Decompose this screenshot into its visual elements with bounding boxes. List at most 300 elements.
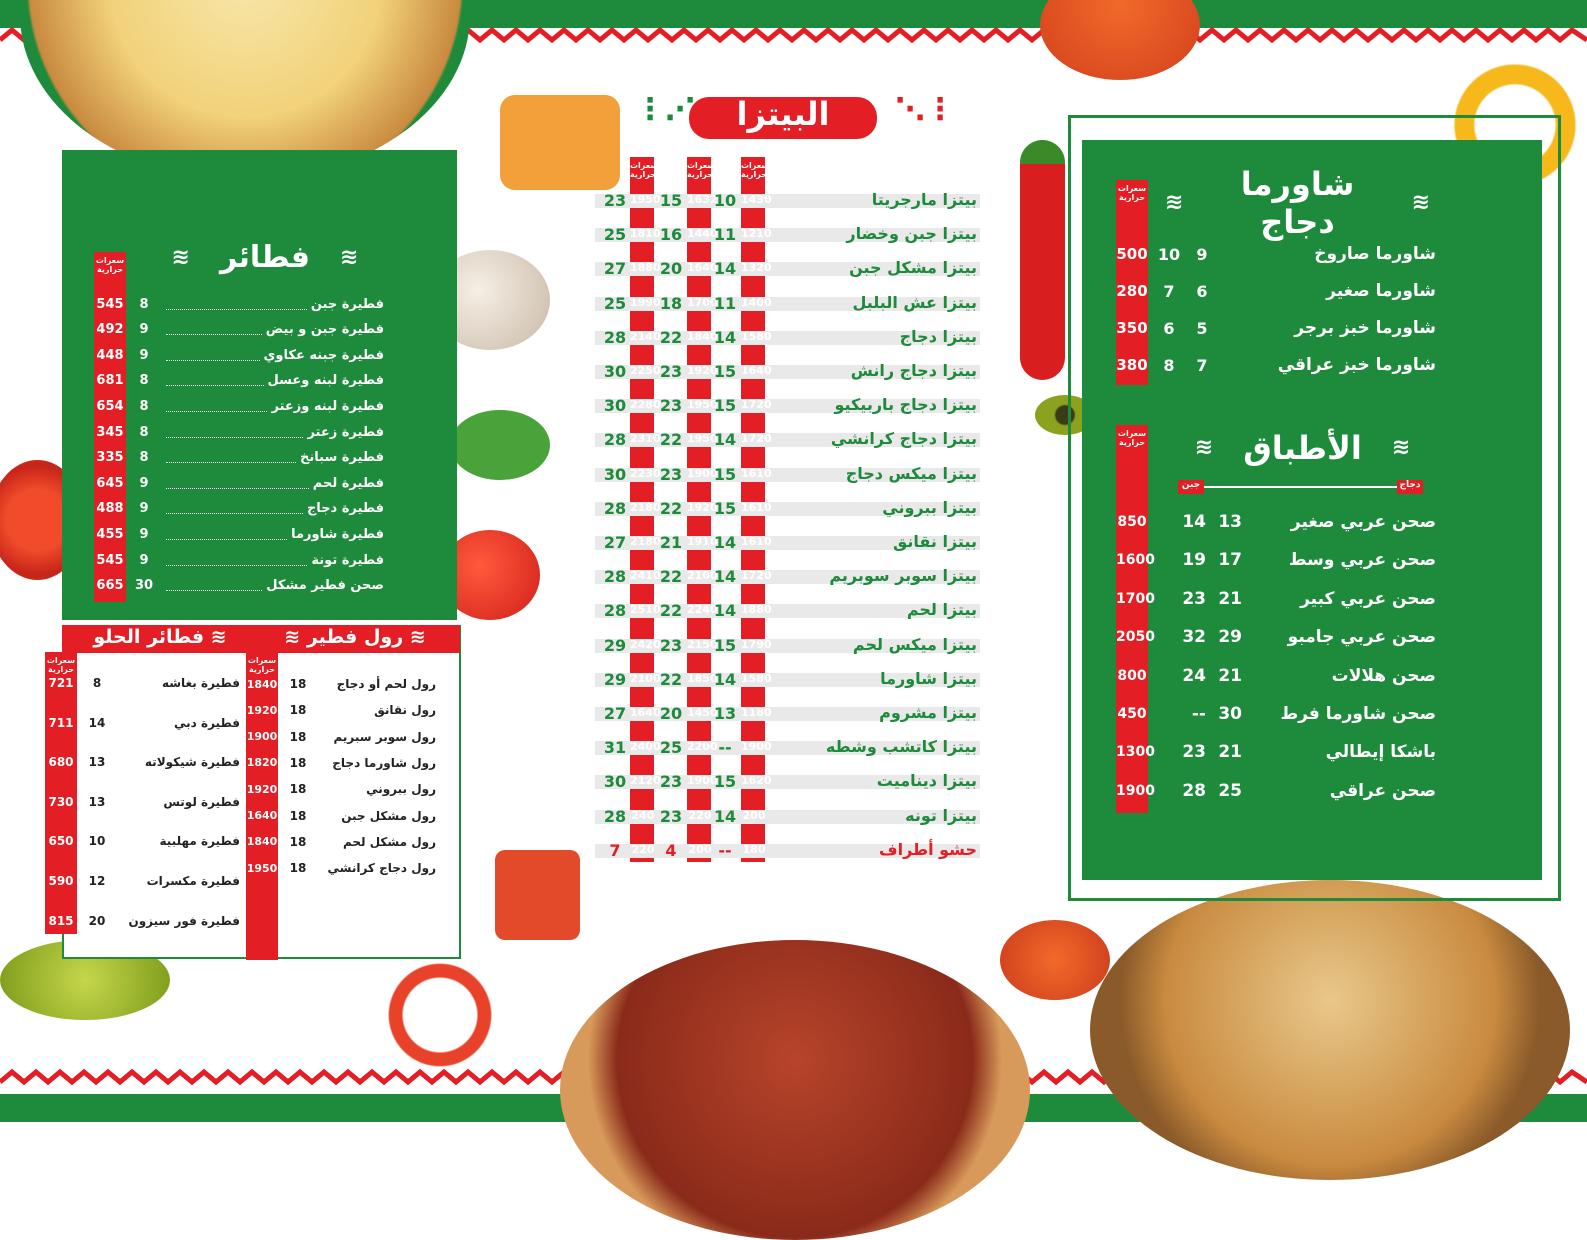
fatayer-dots [166,350,260,361]
fatayer-price: 8 [139,296,149,312]
sweet-row [45,868,240,894]
pizza-small-calorie: 1720 [741,432,772,446]
pizza-medium-price: 23 [659,362,683,381]
shawarma-name: شاورما صغير [1326,281,1436,301]
pizza-large-price: 28 [603,806,627,826]
shawarma-price-2: 8 [1163,355,1175,375]
tomato-wedge-bottom-image [1000,920,1110,1000]
roll-calorie-header: سعرات حرارية [247,656,277,674]
fatayer-calorie: 455 [96,526,124,542]
pizza-name: بيتزا عش البلبل [852,292,977,312]
roll-row [246,857,436,879]
pizza-medium-calorie: 1850 [687,671,718,685]
sweet-calorie: 680 [48,755,74,770]
pizza-name: بيتزا دجاج باربيكيو [834,395,977,415]
shawarma-name: شاورما صاروخ [1314,244,1436,264]
pizza-row [595,224,985,250]
pizza-medium-calorie: 1632 [687,193,718,206]
fatayer-title-text: فطائر [219,239,311,275]
pizza-medium-calorie: 1700 [687,295,718,309]
pizza-large-calorie: 2230 [630,466,661,480]
sweet-name: فطيرة مهلبية [159,834,240,849]
pizza-large-calorie: 2400 [630,740,661,754]
pizza-large-calorie: 1880 [630,261,661,275]
fatayer-calorie: 654 [96,398,124,414]
pizza-title-deco-left: ⋮⋰ [635,92,695,127]
pizza-small-calorie: 1880 [741,603,772,617]
plates-col-chicken-label: دجاج [1397,480,1423,494]
fatayer-row [94,447,384,469]
roll-calorie: 1950 [246,861,278,875]
sweet-row [45,789,240,815]
pizza-medium-calorie: 1900 [687,466,718,480]
sweet-row [45,908,240,934]
pizza-medium-calorie: 1440 [687,227,718,241]
shawarma-row [1116,277,1436,305]
fatayer-price: 9 [139,322,149,338]
pizza-large-price: 28 [603,430,627,450]
pizza-large-calorie: 220 [631,842,655,856]
plates-cheese-price: 28 [1182,780,1206,801]
sweet-name: فطيرة مكسرات [146,874,240,888]
plates-row [1116,623,1436,651]
plates-row [1116,700,1436,728]
fatayer-row [94,319,384,341]
roll-row [246,673,436,695]
sweet-title-text: فطائر الحلو [93,626,205,648]
pizza-small-price: 15 [713,362,737,381]
fatayer-dots [166,503,303,514]
sweet-price: 10 [88,834,106,849]
plates-cheese-price: 32 [1182,627,1206,648]
pizza-row [595,806,985,832]
pizza-medium-price: 22 [659,430,683,450]
pizza-large-price: 25 [603,293,627,313]
pizza-name: بيتزا دجاج [899,326,977,346]
fatayer-price: 9 [139,475,149,491]
fatayer-calorie: 681 [96,373,124,389]
pizza-small-calorie: 1210 [741,227,772,241]
plates-name: باشكا إيطالي [1325,742,1436,763]
pizza-title-text: البيتزا [736,95,830,133]
pizza-large-price: 29 [603,635,627,655]
shawarma-calorie-header: سعرات حرارية [1117,184,1147,202]
pizza-name: بيتزا مشكل جبن [849,258,977,278]
pizza-medium-price: 4 [665,840,677,860]
pizza-medium-price: 22 [659,327,683,347]
fatayer-price: 8 [139,450,149,466]
pizza-small-price: 15 [713,396,737,416]
roll-name: رول دجاج كرانشي [327,861,436,876]
pizza-medium-calorie: 2150 [687,637,718,651]
fatayer-row [94,344,384,366]
roll-row [246,831,436,853]
plates-row [1116,777,1436,805]
pizza-large-price: 25 [603,225,627,245]
pizza-large-price: 28 [603,498,627,518]
pizza-row [595,600,985,626]
plates-calorie: 2050 [1116,629,1155,646]
pizza-name: بيتزا دجاج كرانشي [830,429,977,449]
shawarma-price-1: 9 [1196,244,1208,264]
roll-name: رول سوبر سبريم [333,729,436,744]
roll-calorie: 1840 [246,677,278,691]
plates-cheese-price: -- [1191,704,1206,724]
roll-calorie: 1840 [246,835,278,849]
sweet-row [45,828,240,854]
pizza-small-calorie: 1620 [741,774,772,788]
pizza-large-price: 30 [603,362,627,381]
shawarma-title [1165,164,1430,241]
sweet-price: 13 [88,755,106,770]
pizza-medium-price: 25 [659,738,683,758]
pizza-small-calorie: 1400 [741,295,772,309]
pizza-row [595,395,985,421]
shawarma-row [1116,314,1436,342]
plates-title-deco-right: ≋ [1391,435,1411,460]
pizza-row [595,532,985,558]
plates-cheese-price: 23 [1182,588,1206,609]
shawarma-title-deco-left: ≋ [1165,190,1184,215]
sweet-calorie: 650 [48,834,74,849]
pizza-row [595,635,985,661]
plates-calorie-header: سعرات حرارية [1117,429,1147,447]
sweet-calorie-header: سعرات حرارية [46,656,76,674]
pizza-medium-price: 22 [659,567,683,587]
fatayer-dots [166,324,262,335]
sweet-row [45,749,240,775]
fatayer-list [94,293,384,603]
pizza-large-calorie: 2420 [630,637,661,651]
pizza-large-price: 27 [603,533,627,552]
plates-name: صحن شاورما فرط [1280,704,1436,724]
pizza-small-calorie: 1430 [741,193,772,206]
plates-chicken-price: 17 [1218,550,1242,571]
pizza-small-price: 11 [713,293,737,313]
roll-row [246,752,436,774]
pizza-row [595,190,985,216]
fatayer-dots [166,299,307,310]
fatayer-calorie: 665 [96,578,124,594]
plates-calorie: 1600 [1116,552,1155,569]
shawarma-calorie: 280 [1116,282,1148,300]
pizza-large-price: 27 [603,259,627,279]
sweet-title-deco-left: ≋ [204,626,227,648]
pizza-medium-calorie: 200 [688,842,712,856]
plates-col-cheese-label: جبن [1178,480,1204,494]
roll-name: رول شاورما دجاج [332,755,436,770]
pizza-medium-price: 15 [659,191,683,210]
pizza-medium-price: 20 [659,259,683,279]
roll-list [246,673,436,883]
roll-row [246,726,436,748]
roll-title [280,626,430,652]
fatayer-dots [166,580,262,591]
pizza-name: بيتزا مشروم [879,703,977,722]
pizza-large-price: 7 [609,840,621,860]
fatayer-name: فطيرة سبانخ [300,450,384,466]
pizza-small-calorie: 1720 [741,569,772,583]
roll-calorie: 1900 [246,730,278,744]
fatayer-dots [166,427,303,438]
pizza-small-price: 14 [713,327,737,347]
pizza-name: بيتزا ببروني [882,497,977,517]
sweet-price: 13 [88,794,106,809]
pepper-ring-bottom-image [380,960,500,1070]
pizza-small-price: 14 [713,533,737,552]
pizza-large-price: 30 [603,772,627,792]
pizza-large-price: 30 [603,464,627,484]
sweet-calorie: 815 [48,913,74,928]
pizza-medium-price: 16 [659,225,683,245]
plates-name: صحن عربي كبير [1300,588,1436,609]
pizza-small-calorie: 1580 [741,671,772,685]
fatayer-dots [166,478,309,489]
pizza-large-calorie: 1990 [630,295,661,309]
sweet-name: فطيرة بغاشه [161,676,240,690]
plates-chicken-price: 21 [1218,742,1242,763]
pizza-name: بيتزا مارجريتا [871,190,977,209]
fatayer-price: 8 [139,373,149,389]
roll-price: 18 [289,782,307,797]
pizza-small-calorie: 1610 [741,535,772,548]
roll-title-deco-left: ≋ [403,626,426,648]
plates-row [1116,738,1436,766]
pizza-large-calorie: 2100 [630,671,661,685]
pizza-medium-calorie: 1910 [687,535,718,548]
pizza-row [595,703,985,729]
plates-calorie: 1900 [1116,782,1155,799]
chili-pepper-image [1020,140,1065,380]
fatayer-row [94,549,384,571]
roll-row [246,805,436,827]
fatayer-row [94,498,384,520]
shawarma-title-text: شاورما دجاج [1240,164,1355,241]
pizza-title-deco-right: ⋱⋮ [895,92,955,127]
shawarma-price-1: 7 [1196,355,1208,375]
shawarma-calorie: 500 [1116,245,1148,263]
shawarma-name: شاورما خبز برجر [1294,318,1436,338]
pizza-name: بيتزا سوبر سوبريم [829,566,977,586]
fatayer-row [94,421,384,443]
pizza-small-calorie: 1720 [741,398,772,412]
basil-leaf-image [450,410,550,480]
sweet-price: 8 [92,676,102,690]
pizza-title-banner [683,93,883,143]
pizza-small-price: 14 [713,259,737,279]
pizza-medium-calorie: 1640 [687,261,718,275]
pizza-medium-price: 22 [659,669,683,689]
roll-calorie: 1640 [246,809,278,822]
pizza-row [595,258,985,284]
fatayer-calorie-header: سعرات حرارية [95,256,125,274]
pizza-large-calorie: 2180 [630,500,661,514]
fatayer-price: 9 [139,552,149,568]
sweet-title [85,626,235,670]
fatayer-name: فطيرة زعتر [307,424,384,440]
fatayer-price: 8 [139,424,149,440]
roll-price: 18 [289,677,307,691]
pizza-name: بيتزا ميكس لحم [852,634,977,654]
shawarma-name: شاورما خبز عراقي [1277,355,1436,375]
plates-calorie: 1700 [1116,590,1155,607]
plates-cheese-price: 14 [1182,512,1206,532]
fatayer-title-deco-right: ≋ [340,244,359,270]
pizza-large-calorie: 240 [631,808,655,822]
pizza-small-price: 15 [713,464,737,484]
pizza-small-price: 14 [713,806,737,826]
sweet-name: فطيرة لوتس [163,794,240,809]
fatayer-calorie: 492 [96,322,124,338]
plates-row [1116,662,1436,690]
pizza-small-price: 14 [713,430,737,450]
roll-calorie: 1920 [246,782,278,796]
shawarma-plate-image [1090,880,1570,1180]
roll-calorie: 1920 [246,703,278,717]
pizza-medium-price: 22 [659,601,683,621]
plates-cheese-price: 24 [1182,665,1206,686]
pizza-large-price: 29 [603,669,627,689]
sweet-title-deco-right: ≋ [152,648,168,670]
roll-row [246,699,436,721]
sweet-name: فطيرة دبي [174,715,240,730]
pizza-small-price: 14 [713,567,737,587]
fatayer-price: 9 [139,347,149,363]
shawarma-price-2: 10 [1157,244,1181,264]
fatayer-row [94,370,384,392]
plates-name: صحن عراقي [1329,780,1436,801]
shawarma-calorie: 380 [1116,356,1148,374]
pizza-row [595,669,985,695]
fatayer-name: فطيرة دجاج [306,501,384,517]
roll-price: 18 [289,808,307,823]
fatayer-dots [166,555,307,566]
shawarma-price-1: 6 [1196,281,1208,301]
pizza-large-calorie: 2180 [630,535,661,548]
fatayer-calorie: 488 [96,501,124,517]
fatayer-price: 9 [139,526,149,542]
pizza-small-calorie: 1790 [741,637,772,651]
plates-column-header-line [1178,486,1418,488]
shawarma-price-2: 7 [1163,281,1175,301]
roll-name: رول نقانق [374,703,436,718]
tomato-wedge-image [1040,0,1200,80]
fatayer-dots [166,401,267,412]
pizza-small-price: -- [718,738,732,758]
fatayer-row [94,293,384,315]
pizza-small-calorie: 1580 [741,329,772,343]
pizza-large-calorie: 2410 [630,569,661,583]
fatayer-price: 30 [134,578,154,594]
plates-name: صحن عربي صغير [1290,512,1436,532]
pizza-name: حشو أطراف [879,839,977,859]
roll-calorie: 1820 [246,756,278,770]
pizza-medium-price: 21 [659,533,683,552]
pizza-medium-calorie: 1900 [687,774,718,788]
pizza-medium-calorie: 2240 [687,603,718,617]
pizza-large-price: 27 [603,704,627,723]
pizza-small-price: 15 [713,635,737,655]
pizza-row [595,293,985,319]
roll-name: رول لحم أو دجاج [336,677,436,691]
plates-calorie: 1300 [1116,744,1155,761]
pizza-slice-top-image [500,95,620,190]
pizza-small-price: -- [718,840,732,860]
pizza-name: بيتزا دجاج رانش [850,361,977,380]
plates-chicken-price: 30 [1218,704,1242,724]
sweet-row [45,710,240,736]
pizza-large-calorie: 1810 [630,227,661,241]
pizza-row [595,464,985,490]
roll-name: رول ببروني [366,782,436,797]
fatayer-name: فطيرة جبنه عكاوي [263,347,384,363]
roll-price: 18 [289,703,307,718]
pizza-small-calorie: 1640 [741,364,772,377]
roll-name: رول مشكل لحم [342,834,436,849]
plates-name: صحن عربي جامبو [1287,627,1436,648]
pizza-row [595,361,985,387]
pizza-medium-price: 22 [659,498,683,518]
sweet-calorie: 721 [48,676,74,690]
pizza-medium-price: 23 [659,464,683,484]
fatayer-dots [166,529,287,540]
shawarma-list [1116,240,1436,390]
plates-name: صحن هلالات [1331,665,1436,686]
pizza-large-calorie: 2510 [630,603,661,617]
pizza-small-calorie: 1320 [741,261,772,275]
pizza-large-calorie: 2140 [630,329,661,343]
pizza-medium-calorie: 2200 [687,740,718,754]
shawarma-title-deco-right: ≋ [1411,190,1430,215]
sweet-name: فطيرة فور سيزون [128,913,240,928]
fatayer-calorie: 448 [96,347,124,363]
pizza-large-calorie: 2250 [630,364,661,377]
roll-title-text: رول فطير [306,626,404,648]
pizza-row [595,429,985,455]
pizza-name: بيتزا ديناميت [876,771,977,791]
plates-calorie: 800 [1117,667,1147,684]
fatayer-name: فطيرة جبن [310,296,384,312]
shawarma-row [1116,240,1436,268]
fatayer-name: فطيرة شاورما [291,526,384,542]
fatayer-name: فطيرة لبنه وعسل [267,373,384,389]
sweet-calorie: 730 [48,794,74,809]
fatayer-row [94,472,384,494]
fatayer-row [94,575,384,597]
pizza-medium-calorie: 1950 [687,398,718,412]
roll-row [246,778,436,800]
plates-row [1116,508,1436,536]
pizza-medium-price: 18 [659,293,683,313]
plates-chicken-price: 21 [1218,588,1242,609]
pizza-small-calorie: 1610 [741,466,772,480]
fatayer-calorie: 345 [96,424,124,440]
fatayer-name: فطيرة تونة [311,552,384,568]
pizza-large-calorie: 2310 [630,432,661,446]
plates-calorie: 850 [1117,514,1147,530]
shawarma-price-1: 5 [1196,318,1208,338]
roll-price: 18 [289,755,307,770]
pizza-large-calorie: 2280 [630,398,661,412]
roll-name: رول مشكل جبن [341,808,436,823]
fatayer-calorie: 645 [96,475,124,491]
pizza-small-price: 10 [713,191,737,210]
roll-title-deco-right: ≋ [284,626,307,648]
plates-title-deco-left: ≋ [1194,435,1214,460]
meat-pizza-image [560,940,1030,1240]
plates-title-text: الأطباق [1243,428,1362,467]
fatayer-row [94,523,384,545]
